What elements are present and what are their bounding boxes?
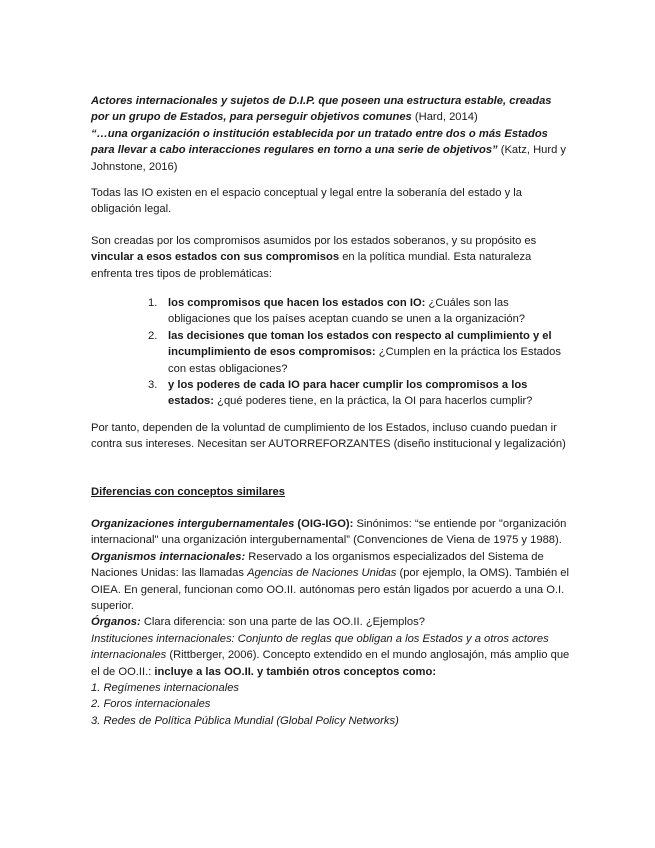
paragraph-created-bold: vincular a esos estados con sus compromisos [91, 251, 340, 264]
organismos-text-1: Reservado a los organismos especializados del Sistema de Naciones Unidas: las llamadas [91, 550, 544, 580]
concept-item: 1. Regímenes internacionales [91, 682, 240, 695]
paragraph-space: Todas las IO existen en el espacio conceptual y legal entre la soberanía del estado y la obligación legal. [91, 187, 522, 216]
problem-text: ¿qué poderes tiene, en la práctica, la OI para hacerlos cumplir? [214, 395, 533, 408]
definition-main [91, 93, 571, 126]
paragraph-created-text-1: Son creadas por los compromisos asumidos por los estados soberanos, y su propósito es [91, 235, 537, 247]
problem-bold: los compromisos que hacen los estados con IO: [168, 297, 426, 309]
definition-block [91, 93, 571, 175]
instituciones-italic: Instituciones internacionales: Conjunto de reglas que obligan a los Estados y a otros actores internacionales [91, 632, 549, 662]
oig-text: Sinónimos: “se entiende por "organización internacional" una organización intergubernamental” (Convenciones de Viena de 1975 y 1988). [91, 518, 567, 547]
problems-list [91, 295, 571, 410]
paragraph-created [91, 233, 571, 282]
organismos-term: Organismos internacionales: [91, 550, 246, 563]
problem-item [91, 328, 571, 377]
oig-abbr: (OIG-IGO): [294, 518, 354, 530]
organismos-italic: Agencias de Naciones Unidas [247, 567, 397, 580]
organos-term: Órganos: [91, 616, 141, 629]
paragraph-created-text-2: en la política mundial. Esta naturaleza enfrenta tres tipos de problemáticas: [91, 251, 532, 280]
concept-item: 3. Redes de Política Pública Mundial (Global Policy Networks) [91, 714, 399, 727]
problem-text: ¿Cuáles son las obligaciones que los países aceptan cuando se unen a la organización? [168, 297, 526, 326]
instituciones-text: (Rittberger, 2006). Concepto extendido en el mundo anglosajón, más amplio que el de OO.II.: [91, 649, 570, 678]
problem-number: 3. [148, 379, 158, 392]
problem-text: ¿Cumplen en la práctica los Estados con estas obligaciones? [168, 346, 561, 375]
problem-item [91, 377, 571, 410]
problem-item [91, 295, 571, 328]
oig-paragraph [91, 516, 571, 549]
concept-item: 2. Foros internacionales [91, 698, 211, 711]
definition-main-citation: (Hard, 2014) [411, 111, 478, 124]
oig-term: Organizaciones intergubernamentales [91, 518, 295, 530]
organismos-text-2: (por ejemplo, la OMS). También el OIEA. En general, funcionan como OO.II. autónomas pero están ligados por acuerdo a una O.I. superior. [91, 567, 570, 613]
organos-text: Clara diferencia: son una parte de las OO.II. ¿Ejemplos? [140, 616, 425, 629]
problem-number: 1. [148, 297, 158, 309]
instituciones-paragraph [91, 631, 571, 680]
problem-bold: las decisiones que toman los estados con respecto al cumplimiento y el incumplimiento de esos compromisos: [168, 329, 552, 359]
problem-bold: y los poderes de cada IO para hacer cumplir los compromisos a los estados: [168, 379, 528, 408]
paragraph-depend: Por tanto, dependen de la voluntad de cumplimiento de los Estados, incluso cuando puedan ir contra sus intereses. Necesitan ser AUTORREFORZANTES (diseño institucional y legalización) [91, 422, 566, 451]
definition-quote-citation: (Katz, Hurd y Johnstone, 2016) [91, 144, 567, 173]
section-heading: Diferencias con conceptos similares [91, 486, 285, 498]
definition-quote [91, 126, 571, 175]
organismos-paragraph [91, 549, 571, 615]
problem-number: 2. [148, 329, 158, 342]
definition-main-text: Actores internacionales y sujetos de D.I.P. que poseen una estructura estable, creadas por un grupo de Estados, para perseguir objetivos comunes [91, 95, 552, 124]
concepts-block [91, 516, 571, 729]
definition-quote-text: “…una organización o institución establecida por un tratado entre dos o más Estados para llevar a cabo interacciones regulares en torno a una serie de objetivos” [91, 127, 548, 157]
organos-paragraph [91, 614, 571, 630]
instituciones-bold: incluye a las OO.II. y también otros conceptos como: [154, 665, 437, 678]
